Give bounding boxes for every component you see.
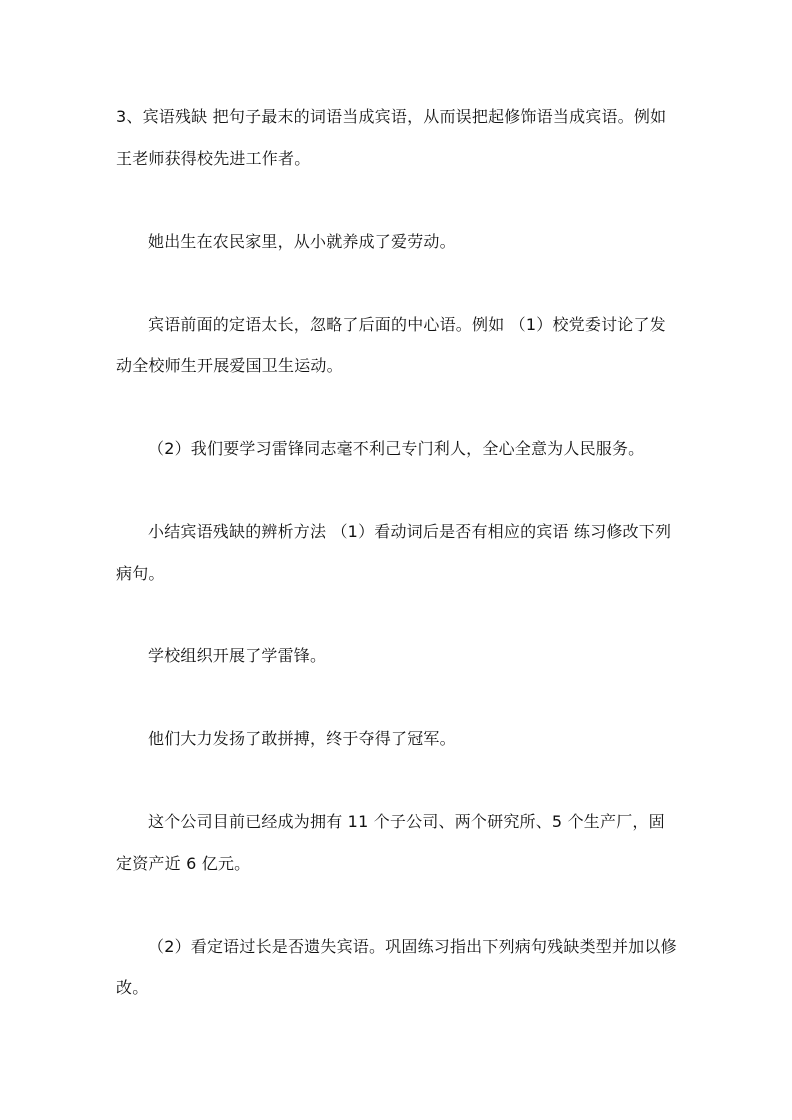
paragraph-5-line-2: 病句。 [116,564,165,583]
paragraph-4-line-1: （2）我们要学习雷锋同志毫不利己专门利人，全心全意为人民服务。 [148,439,645,458]
paragraph-6-line-1: 学校组织开展了学雷锋。 [148,646,327,665]
paragraph-1-line-1: 3、宾语残缺 把句子最末的词语当成宾语，从而误把起修饰语当成宾语。例如 [116,107,667,126]
paragraph-3-line-2: 动全校师生开展爱国卫生运动。 [116,356,343,375]
paragraph-1-line-2: 王老师获得校先进工作者。 [116,149,311,168]
paragraph-3-line-1: 宾语前面的定语太长，忽略了后面的中心语。例如 （1）校党委讨论了发 [148,315,666,334]
paragraph-9-line-1: （2）看定语过长是否遗失宾语。巩固练习指出下列病句残缺类型并加以修 [148,937,677,956]
paragraph-9-line-2: 改。 [116,978,149,997]
paragraph-8-line-1: 这个公司目前已经成为拥有 11 个子公司、两个研究所、5 个生产厂，固 [148,812,665,831]
paragraph-2-line-1: 她出生在农民家里，从小就养成了爱劳动。 [148,232,456,251]
paragraph-8-line-2: 定资产近 6 亿元。 [116,854,251,873]
paragraph-7-line-1: 他们大力发扬了敢拼搏，终于夺得了冠军。 [148,729,456,748]
paragraph-5-line-1: 小结宾语残缺的辨析方法 （1）看动词后是否有相应的宾语 练习修改下列 [148,522,672,541]
